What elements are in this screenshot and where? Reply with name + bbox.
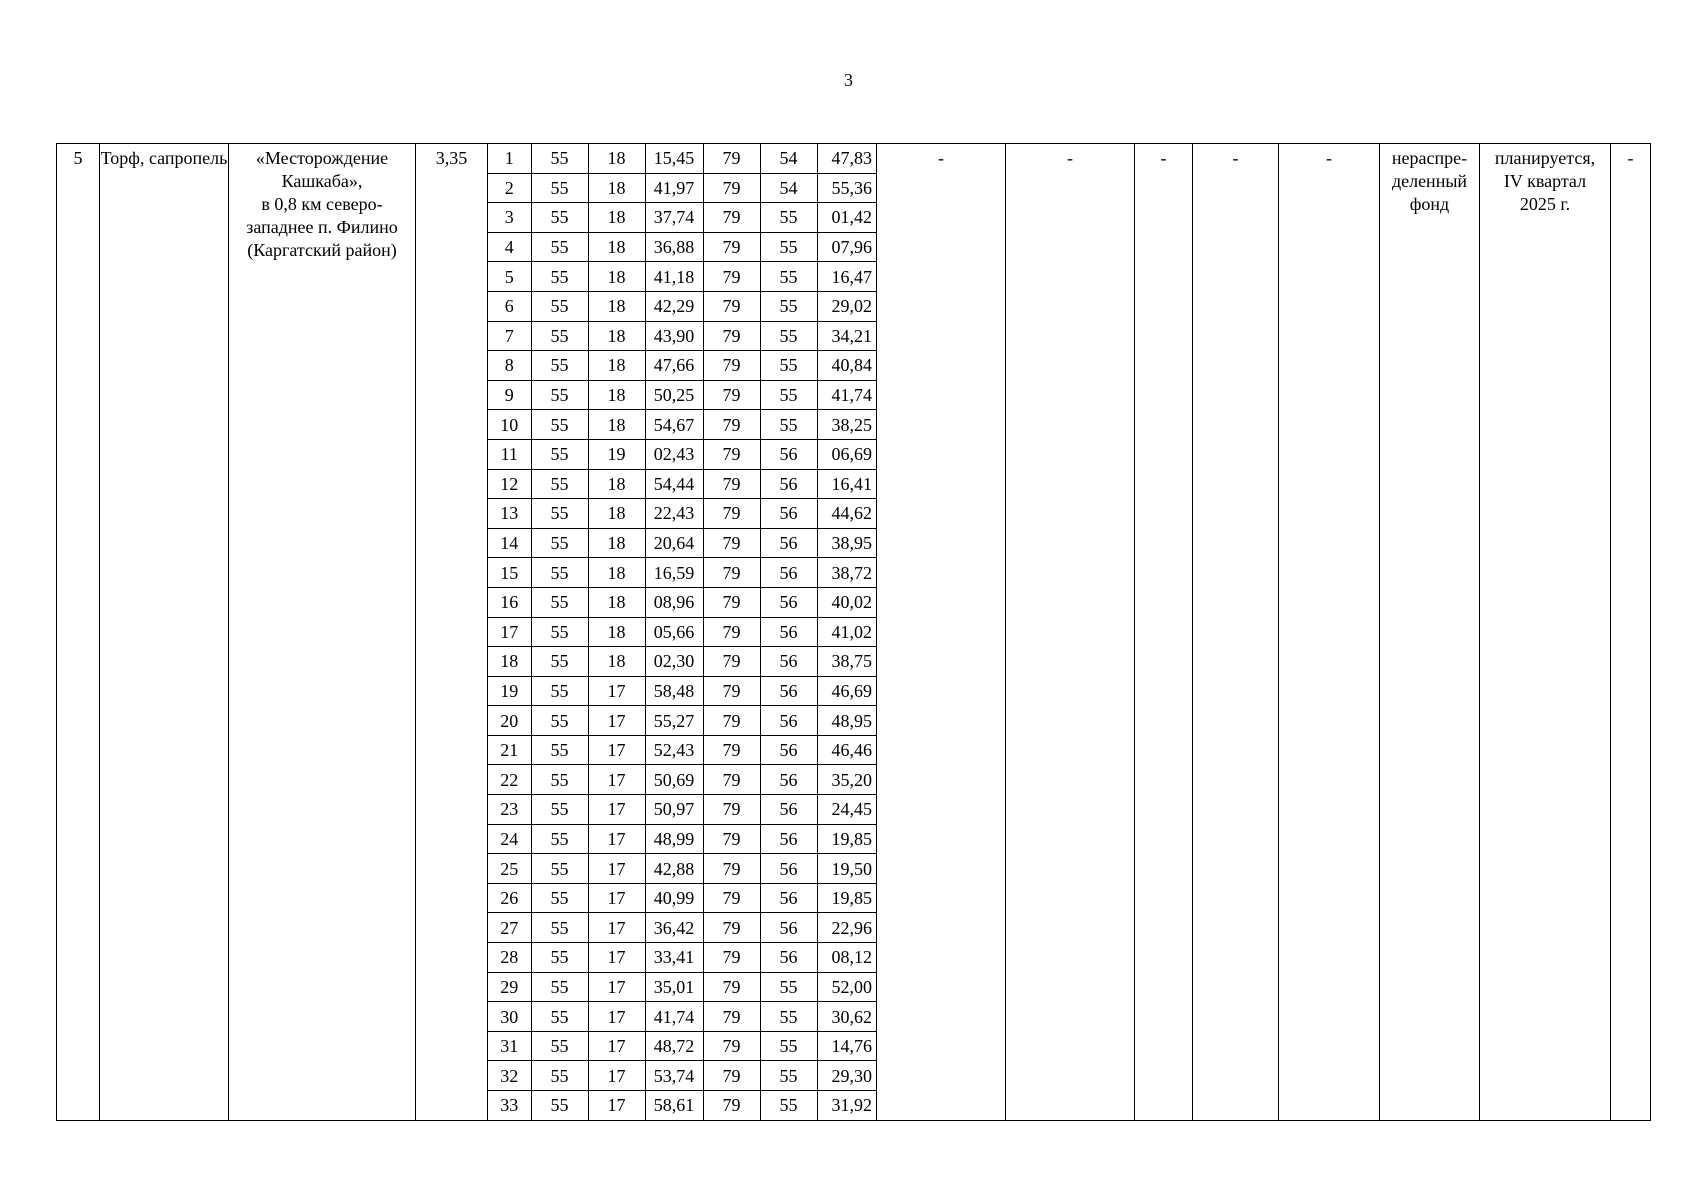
row-index: 5 xyxy=(57,144,100,1121)
coordinate-row xyxy=(488,351,877,381)
coordinate-row xyxy=(488,824,877,854)
coordinate-cell: 22 xyxy=(488,765,531,795)
fund-line: фонд xyxy=(1409,194,1450,214)
fund-cell xyxy=(1380,144,1480,1121)
coordinate-row xyxy=(488,1061,877,1091)
coordinate-cell: 55 xyxy=(531,1061,588,1091)
coordinate-cell: 31 xyxy=(488,1031,531,1061)
coordinate-row xyxy=(488,499,877,529)
fund-line: нераспре- xyxy=(1391,148,1468,168)
plan-line: 2025 г. xyxy=(1519,194,1571,214)
coordinate-cell: 55 xyxy=(531,647,588,677)
coordinate-cell: 18 xyxy=(588,410,645,440)
coordinate-row xyxy=(488,528,877,558)
coordinate-cell: 19,85 xyxy=(817,824,877,854)
coordinate-cell: 55 xyxy=(531,706,588,736)
coordinate-cell: 31,92 xyxy=(817,1091,877,1120)
coordinate-cell: 54 xyxy=(760,173,817,203)
coordinate-cell: 3 xyxy=(488,203,531,233)
coordinate-cell: 17 xyxy=(588,1002,645,1032)
coordinate-cell: 18 xyxy=(588,144,645,173)
coordinate-row xyxy=(488,144,877,173)
coordinate-cell: 47,83 xyxy=(817,144,877,173)
coordinate-cell: 29,02 xyxy=(817,291,877,321)
coordinate-row xyxy=(488,291,877,321)
coordinate-cell: 17 xyxy=(488,617,531,647)
coordinate-cell: 41,97 xyxy=(645,173,703,203)
coordinate-cell: 46,69 xyxy=(817,676,877,706)
dash-cell: - xyxy=(877,144,1006,1121)
coordinate-cell: 07,96 xyxy=(817,232,877,262)
coordinate-cell: 55 xyxy=(760,410,817,440)
last-cell: - xyxy=(1611,144,1651,1121)
coordinate-cell: 18 xyxy=(588,321,645,351)
coordinate-cell: 55 xyxy=(531,499,588,529)
coordinate-cell: 17 xyxy=(588,824,645,854)
coordinate-cell: 16,47 xyxy=(817,262,877,292)
coordinate-cell: 79 xyxy=(703,617,760,647)
register-table xyxy=(56,143,1651,1121)
coordinate-row xyxy=(488,647,877,677)
coordinate-cell: 55 xyxy=(531,262,588,292)
coordinate-cell: 02,30 xyxy=(645,647,703,677)
coordinate-cell: 29 xyxy=(488,972,531,1002)
coordinate-row xyxy=(488,765,877,795)
coordinate-cell: 44,62 xyxy=(817,499,877,529)
coordinate-cell: 79 xyxy=(703,647,760,677)
coordinate-cell: 55 xyxy=(531,617,588,647)
coordinate-cell: 79 xyxy=(703,291,760,321)
site-line: «Месторождение xyxy=(255,148,389,168)
dash-cell: - xyxy=(1135,144,1193,1121)
coordinate-cell: 18 xyxy=(588,528,645,558)
coordinate-cell: 56 xyxy=(760,647,817,677)
coordinate-cell: 54,44 xyxy=(645,469,703,499)
coordinate-cell: 33 xyxy=(500,1095,519,1116)
coordinate-cell: 55 xyxy=(760,232,817,262)
coordinate-cell: 41,02 xyxy=(817,617,877,647)
coordinate-cell: 52,00 xyxy=(817,972,877,1002)
coordinate-cell: 79 xyxy=(703,469,760,499)
coordinate-cell: 36,42 xyxy=(645,913,703,943)
coordinate-cell: 55 xyxy=(531,173,588,203)
coordinate-cell: 38,72 xyxy=(817,558,877,588)
coordinate-cell: 55 xyxy=(531,587,588,617)
coordinate-cell: 55 xyxy=(531,232,588,262)
coordinate-cell: 56 xyxy=(760,913,817,943)
coordinate-cell: 55 xyxy=(531,765,588,795)
coordinate-cell: 30,62 xyxy=(817,1002,877,1032)
coordinate-cell: 79 xyxy=(703,1002,760,1032)
coordinate-cell: 79 xyxy=(703,706,760,736)
coordinate-row xyxy=(488,1091,877,1120)
coordinate-cell: 13 xyxy=(488,499,531,529)
coordinate-row xyxy=(488,972,877,1002)
site-line: (Каргатский район) xyxy=(247,240,397,260)
coordinate-cell: 55 xyxy=(760,291,817,321)
area-cell: 3,35 xyxy=(416,144,488,1121)
coordinate-cell: 23 xyxy=(488,795,531,825)
coordinate-cell: 9 xyxy=(488,380,531,410)
coordinate-cell: 18 xyxy=(588,351,645,381)
coordinate-cell: 18 xyxy=(588,291,645,321)
coordinate-row xyxy=(488,439,877,469)
coordinate-cell: 17 xyxy=(588,913,645,943)
coordinate-cell: 79 xyxy=(703,913,760,943)
coordinate-cell: 55 xyxy=(531,469,588,499)
mineral-cell: Торф, сапропель xyxy=(100,144,229,1121)
coordinate-cell: 79 xyxy=(703,232,760,262)
coordinate-cell: 52,43 xyxy=(645,735,703,765)
coordinate-row xyxy=(488,913,877,943)
coordinate-cell: 79 xyxy=(703,587,760,617)
coordinate-cell: 12 xyxy=(488,469,531,499)
coordinate-cell: 18 xyxy=(588,203,645,233)
coordinate-cell: 1 xyxy=(488,144,531,173)
coordinate-cell: 14 xyxy=(488,528,531,558)
coordinate-cell: 18 xyxy=(588,617,645,647)
coordinate-cell: 8 xyxy=(488,351,531,381)
coordinate-cell: 55 xyxy=(760,1061,817,1091)
coordinate-cell: 50,97 xyxy=(645,795,703,825)
coordinate-cell: 55 xyxy=(531,676,588,706)
coordinate-cell: 47,66 xyxy=(645,351,703,381)
coordinate-cell: 56 xyxy=(760,854,817,884)
site-cell xyxy=(229,144,416,1121)
coordinate-cell: 40,84 xyxy=(817,351,877,381)
coordinate-cell: 02,43 xyxy=(645,439,703,469)
coordinate-cell: 48,72 xyxy=(645,1031,703,1061)
coordinate-cell: 48,99 xyxy=(645,824,703,854)
coordinate-cell: 53,74 xyxy=(645,1061,703,1091)
coordinate-cell: 01,42 xyxy=(817,203,877,233)
coordinate-cell: 58,48 xyxy=(645,676,703,706)
dash-cell: - xyxy=(1279,144,1380,1121)
coordinate-cell: 38,95 xyxy=(817,528,877,558)
coordinate-cell: 06,69 xyxy=(817,439,877,469)
coordinate-cell: 28 xyxy=(488,943,531,973)
coordinate-cell: 08,12 xyxy=(817,943,877,973)
coordinate-row xyxy=(488,380,877,410)
coordinate-row xyxy=(488,558,877,588)
coordinate-cell: 55 xyxy=(531,1002,588,1032)
coordinate-cell: 17 xyxy=(588,676,645,706)
coordinate-cell: 55 xyxy=(531,351,588,381)
coordinate-row xyxy=(488,232,877,262)
coordinate-row xyxy=(488,795,877,825)
coordinate-cell: 56 xyxy=(760,587,817,617)
coordinate-cell: 79 xyxy=(703,558,760,588)
coordinate-cell: 55 xyxy=(760,1091,817,1120)
dash-cell: - xyxy=(1006,144,1135,1121)
coordinate-cell: 79 xyxy=(703,144,760,173)
coordinate-row xyxy=(488,587,877,617)
coordinate-cell: 10 xyxy=(488,410,531,440)
coordinate-cell: 17 xyxy=(588,1091,645,1120)
coordinate-row xyxy=(488,1002,877,1032)
coordinate-cell: 11 xyxy=(488,439,531,469)
coordinate-cell: 08,96 xyxy=(645,587,703,617)
coordinates-table xyxy=(488,144,877,1120)
coordinate-cell: 56 xyxy=(760,795,817,825)
coordinate-cell: 56 xyxy=(760,617,817,647)
coordinate-cell: 40,99 xyxy=(645,883,703,913)
coordinate-cell: 46,46 xyxy=(817,735,877,765)
coordinate-cell: 55 xyxy=(531,972,588,1002)
coordinate-row xyxy=(488,203,877,233)
coordinate-cell: 55 xyxy=(531,439,588,469)
coordinate-row xyxy=(488,262,877,292)
coordinate-cell: 79 xyxy=(703,795,760,825)
coordinate-cell: 16 xyxy=(488,587,531,617)
coordinate-cell: 56 xyxy=(760,883,817,913)
coordinate-cell: 56 xyxy=(760,558,817,588)
coordinate-row xyxy=(488,943,877,973)
coordinate-cell: 36,88 xyxy=(645,232,703,262)
page-number: 3 xyxy=(844,70,853,90)
coordinate-cell: 19 xyxy=(588,439,645,469)
coordinate-cell: 32 xyxy=(488,1061,531,1091)
coordinate-cell: 19 xyxy=(488,676,531,706)
coordinate-cell: 55 xyxy=(531,380,588,410)
coordinate-cell: 79 xyxy=(703,173,760,203)
coordinate-cell: 19,85 xyxy=(817,883,877,913)
coordinate-cell: 79 xyxy=(703,824,760,854)
coordinate-cell: 41,74 xyxy=(645,1002,703,1032)
coordinate-cell: 56 xyxy=(760,735,817,765)
coordinate-cell: 55 xyxy=(531,321,588,351)
coordinate-cell: 79 xyxy=(703,439,760,469)
coordinate-cell: 40,02 xyxy=(817,587,877,617)
coordinate-cell: 18 xyxy=(488,647,531,677)
coordinate-cell: 79 xyxy=(703,321,760,351)
coordinate-cell: 41,18 xyxy=(645,262,703,292)
coordinate-cell: 54 xyxy=(760,144,817,173)
coordinate-cell: 27 xyxy=(488,913,531,943)
coordinate-cell: 19,50 xyxy=(817,854,877,884)
table-row xyxy=(57,144,1651,1121)
coordinate-cell: 55 xyxy=(531,1031,588,1061)
coordinate-cell: 50,25 xyxy=(645,380,703,410)
coordinate-cell: 55 xyxy=(531,795,588,825)
coordinate-cell: 14,76 xyxy=(817,1031,877,1061)
coordinate-cell: 17 xyxy=(588,883,645,913)
coordinate-cell: 58,61 xyxy=(645,1091,703,1120)
coordinate-row xyxy=(488,1031,877,1061)
coordinate-cell: 55 xyxy=(531,203,588,233)
coordinate-cell: 24,45 xyxy=(817,795,877,825)
coordinate-row xyxy=(488,173,877,203)
coordinate-cell: 79 xyxy=(703,883,760,913)
coordinate-cell: 17 xyxy=(588,943,645,973)
coordinate-cell: 55 xyxy=(531,1091,588,1120)
coordinate-cell: 41,74 xyxy=(817,380,877,410)
coordinate-cell: 43,90 xyxy=(645,321,703,351)
coordinate-cell: 2 xyxy=(488,173,531,203)
coordinate-cell: 56 xyxy=(760,528,817,558)
site-line: западнее п. Филино xyxy=(246,217,398,237)
coordinate-cell: 15 xyxy=(488,558,531,588)
coordinate-cell: 56 xyxy=(760,943,817,973)
coordinate-cell: 55 xyxy=(531,824,588,854)
coordinate-cell: 79 xyxy=(703,765,760,795)
coordinate-cell: 56 xyxy=(760,676,817,706)
coordinate-row xyxy=(488,617,877,647)
coordinate-cell: 42,88 xyxy=(645,854,703,884)
coordinate-row xyxy=(488,469,877,499)
coordinate-cell: 18 xyxy=(588,262,645,292)
coordinate-cell: 16,59 xyxy=(645,558,703,588)
coordinate-cell: 55 xyxy=(531,854,588,884)
plan-line: планируется, xyxy=(1494,148,1596,168)
coordinate-cell: 48,95 xyxy=(817,706,877,736)
coordinate-cell: 38,25 xyxy=(817,410,877,440)
coordinate-cell: 79 xyxy=(703,943,760,973)
coordinate-cell: 55 xyxy=(760,203,817,233)
coordinate-cell: 55 xyxy=(760,351,817,381)
coordinate-cell: 17 xyxy=(588,795,645,825)
coordinate-cell: 4 xyxy=(488,232,531,262)
coordinate-cell: 56 xyxy=(760,469,817,499)
site-line: в 0,8 км северо- xyxy=(261,194,383,214)
coordinate-cell: 56 xyxy=(760,499,817,529)
coordinate-cell: 17 xyxy=(588,854,645,884)
coordinate-cell: 55 xyxy=(760,321,817,351)
coordinate-cell: 55 xyxy=(531,883,588,913)
coordinate-cell: 34,21 xyxy=(817,321,877,351)
coordinate-cell: 79 xyxy=(703,1031,760,1061)
coordinate-cell: 55 xyxy=(531,144,588,173)
dash-cell: - xyxy=(1193,144,1279,1121)
coordinate-cell: 6 xyxy=(488,291,531,321)
coordinate-cell: 35,01 xyxy=(645,972,703,1002)
coordinate-cell: 54,67 xyxy=(645,410,703,440)
coordinate-cell: 17 xyxy=(588,735,645,765)
coordinate-cell: 17 xyxy=(588,1031,645,1061)
coordinate-cell: 79 xyxy=(703,410,760,440)
coordinate-cell: 22,43 xyxy=(645,499,703,529)
coordinate-cell: 55 xyxy=(760,1002,817,1032)
coordinate-row xyxy=(488,854,877,884)
coordinate-cell: 38,75 xyxy=(817,647,877,677)
coordinate-cell: 17 xyxy=(588,972,645,1002)
coordinate-cell: 55 xyxy=(531,943,588,973)
coordinate-cell: 55 xyxy=(531,913,588,943)
coordinate-cell: 79 xyxy=(703,528,760,558)
coordinate-row xyxy=(488,735,877,765)
coordinate-cell: 55 xyxy=(531,735,588,765)
coordinate-cell: 30 xyxy=(488,1002,531,1032)
coordinate-cell: 18 xyxy=(588,499,645,529)
coordinate-cell: 50,69 xyxy=(645,765,703,795)
coordinate-cell: 18 xyxy=(588,558,645,588)
coordinate-row xyxy=(488,883,877,913)
fund-line: деленный xyxy=(1391,171,1468,191)
coordinate-cell: 79 xyxy=(703,676,760,706)
coordinate-cell: 21 xyxy=(488,735,531,765)
coordinate-cell: 18 xyxy=(588,587,645,617)
coordinate-cell: 25 xyxy=(488,854,531,884)
coordinate-cell: 55 xyxy=(760,380,817,410)
coordinate-cell: 79 xyxy=(703,1061,760,1091)
coordinate-cell: 42,29 xyxy=(645,291,703,321)
coordinate-cell: 18 xyxy=(588,232,645,262)
coordinate-cell: 24 xyxy=(488,824,531,854)
coordinate-cell: 79 xyxy=(703,735,760,765)
coordinate-cell: 79 xyxy=(703,854,760,884)
coordinate-cell: 7 xyxy=(488,321,531,351)
coordinate-cell: 79 xyxy=(703,262,760,292)
coordinate-cell: 79 xyxy=(703,1091,760,1120)
coordinates-cell xyxy=(488,144,877,1121)
coordinate-cell: 56 xyxy=(760,765,817,795)
coordinate-cell: 56 xyxy=(760,824,817,854)
coordinate-cell: 17 xyxy=(588,765,645,795)
coordinate-cell: 79 xyxy=(703,380,760,410)
coordinate-row xyxy=(488,410,877,440)
coordinate-cell: 18 xyxy=(588,380,645,410)
coordinate-cell: 15,45 xyxy=(645,144,703,173)
coordinate-cell: 79 xyxy=(703,499,760,529)
coordinate-cell: 29,30 xyxy=(817,1061,877,1091)
coordinate-cell: 55 xyxy=(760,1031,817,1061)
coordinate-cell: 55 xyxy=(531,410,588,440)
coordinate-row xyxy=(488,706,877,736)
coordinate-cell: 79 xyxy=(703,203,760,233)
coordinate-cell: 33,41 xyxy=(645,943,703,973)
plan-line: IV квартал xyxy=(1503,171,1587,191)
coordinate-cell: 55 xyxy=(760,262,817,292)
coordinate-cell: 20,64 xyxy=(645,528,703,558)
site-line: Кашкаба», xyxy=(281,171,363,191)
plan-cell xyxy=(1480,144,1611,1121)
coordinate-cell: 55 xyxy=(531,558,588,588)
coordinate-cell: 20 xyxy=(488,706,531,736)
coordinate-cell: 5 xyxy=(488,262,531,292)
coordinate-cell: 79 xyxy=(703,351,760,381)
coordinate-cell: 26 xyxy=(488,883,531,913)
coordinate-cell: 56 xyxy=(760,706,817,736)
coordinate-row xyxy=(488,676,877,706)
coordinate-cell: 18 xyxy=(588,469,645,499)
coordinate-cell: 16,41 xyxy=(817,469,877,499)
coordinate-cell: 18 xyxy=(588,173,645,203)
coordinate-cell: 55 xyxy=(531,291,588,321)
coordinate-cell: 17 xyxy=(588,706,645,736)
coordinate-cell: 55 xyxy=(531,528,588,558)
coordinate-cell: 55,27 xyxy=(645,706,703,736)
coordinate-cell: 17 xyxy=(588,1061,645,1091)
coordinate-cell: 56 xyxy=(760,439,817,469)
coordinate-cell: 79 xyxy=(703,972,760,1002)
coordinate-row xyxy=(488,321,877,351)
coordinate-cell: 05,66 xyxy=(645,617,703,647)
coordinate-cell: 35,20 xyxy=(817,765,877,795)
coordinate-cell: 55 xyxy=(760,972,817,1002)
coordinate-cell: 55,36 xyxy=(817,173,877,203)
coordinate-cell: 37,74 xyxy=(645,203,703,233)
coordinate-cell: 22,96 xyxy=(817,913,877,943)
coordinate-cell: 18 xyxy=(588,647,645,677)
